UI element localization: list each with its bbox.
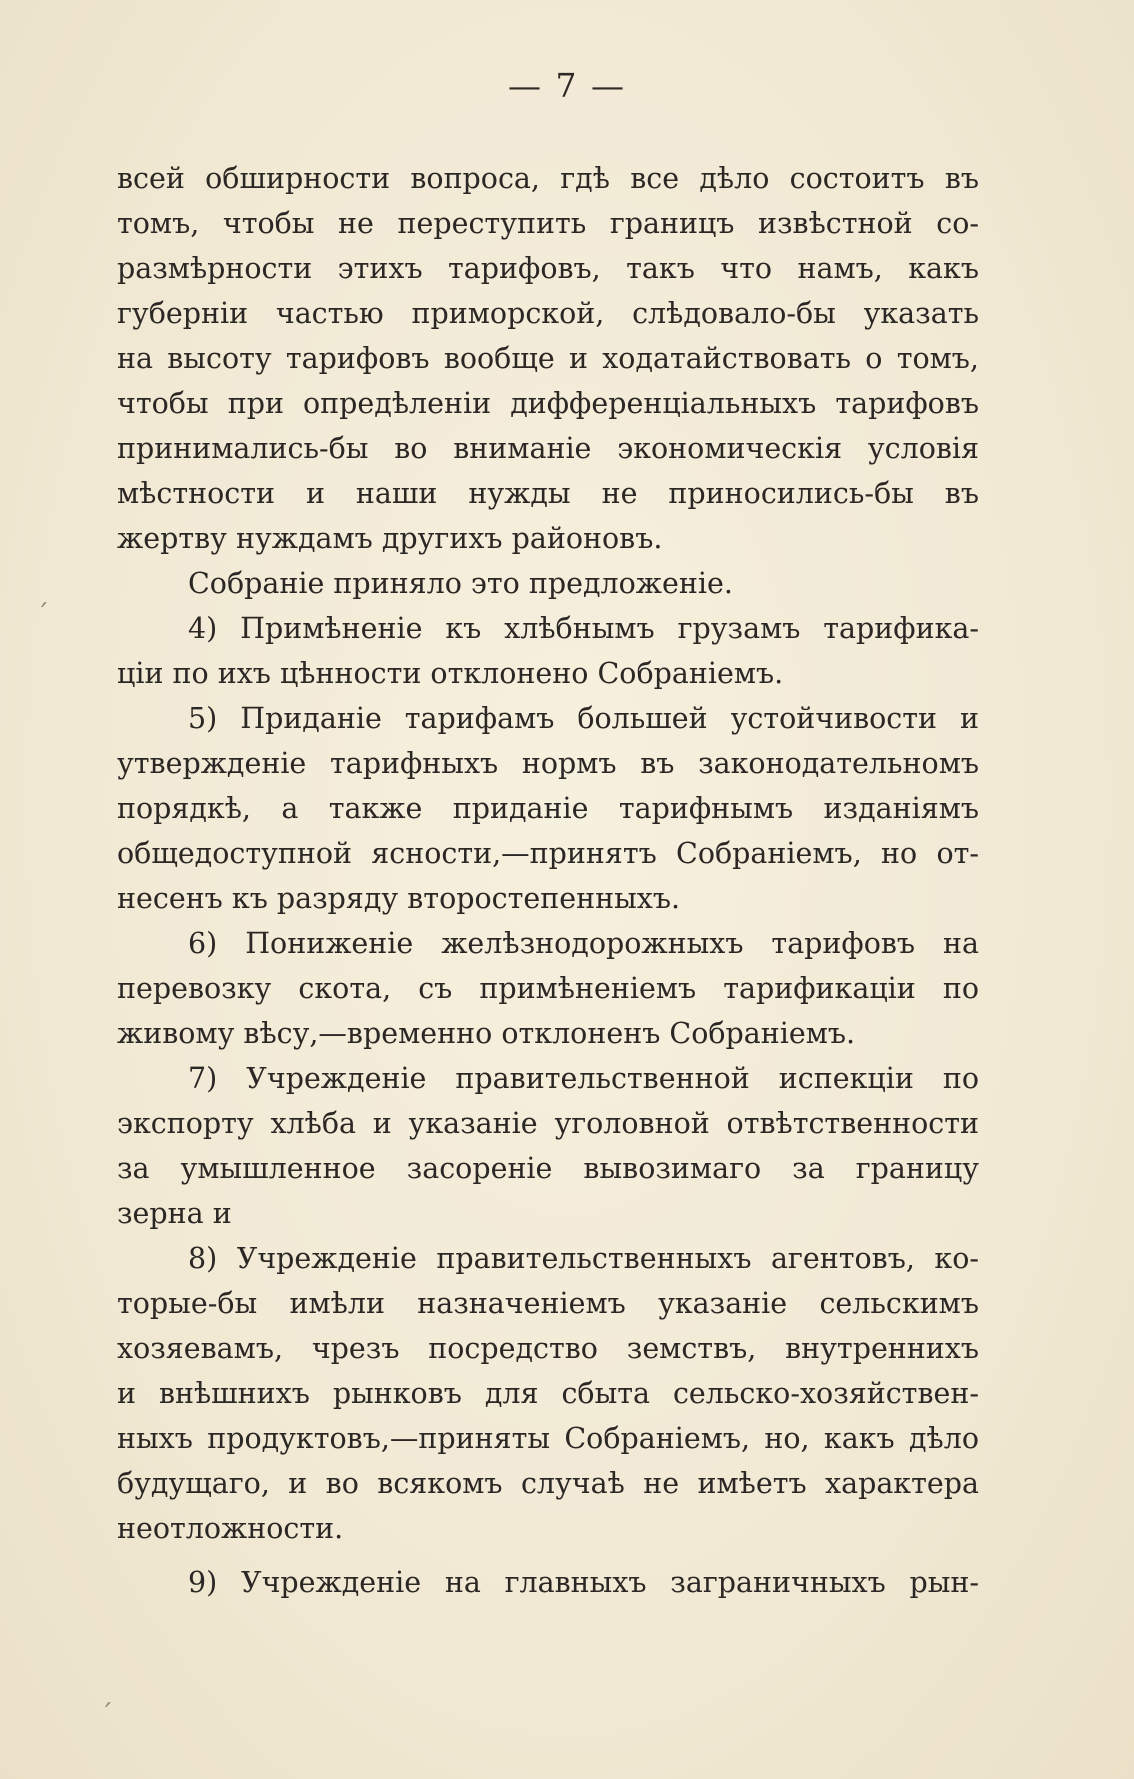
text-line: зерна и — [117, 1197, 232, 1230]
text-line: ціи по ихъ цѣнности отклонено Собраніемъ. — [117, 657, 784, 690]
text-line: ныхъ продуктовъ,—приняты Собраніемъ, но, какъ дѣло — [117, 1422, 979, 1455]
text-line: будущаго, и во всякомъ случаѣ не имѣетъ характера — [117, 1467, 979, 1500]
text-line: размѣрности этихъ тарифовъ, такъ что намъ, какъ — [117, 252, 979, 285]
paper-speck: ˊ — [100, 1700, 113, 1730]
text-line: 8) Учрежденіе правительственныхъ агентовъ, ко- — [188, 1242, 979, 1275]
text-line: общедоступной ясности,—принятъ Собраніемъ, но от- — [117, 837, 979, 870]
text-line: чтобы при опредѣленіи дифференціальныхъ тарифовъ — [117, 387, 979, 420]
text-line: томъ, чтобы не переступить границъ извѣстной со- — [117, 207, 979, 240]
text-line: экспорту хлѣба и указаніе уголовной отвѣтственности — [117, 1107, 979, 1140]
text-line: принимались-бы во вниманіе экономическія условія — [117, 432, 979, 465]
text-line: 5) Приданіе тарифамъ большей устойчивости и — [188, 702, 979, 735]
text-line: 6) Пониженіе желѣзнодорожныхъ тарифовъ на — [188, 927, 979, 960]
text-line: перевозку скота, съ примѣненіемъ тарификаціи по — [117, 972, 979, 1005]
text-line: за умышленное засореніе вывозимаго за границу — [117, 1152, 979, 1185]
text-line: неотложности. — [117, 1512, 344, 1545]
text-line: жертву нуждамъ другихъ районовъ. — [117, 522, 663, 555]
page-number: — 7 — — [508, 66, 626, 105]
paper-speck: ˊ — [36, 600, 49, 630]
text-line: и внѣшнихъ рынковъ для сбыта сельско-хозяйствен- — [117, 1377, 979, 1410]
text-line: 9) Учрежденіе на главныхъ заграничныхъ рын- — [188, 1566, 979, 1599]
text-line: губерніи частью приморской, слѣдовало-бы указать — [117, 297, 979, 330]
text-line: всей обширности вопроса, гдѣ все дѣло состоитъ въ — [117, 162, 979, 195]
text-line: несенъ къ разряду второстепенныхъ. — [117, 882, 681, 915]
text-line: утвержденіе тарифныхъ нормъ въ законодательномъ — [117, 747, 979, 780]
text-line: 4) Примѣненіе къ хлѣбнымъ грузамъ тарифика- — [188, 612, 979, 645]
text-line: на высоту тарифовъ вообще и ходатайствовать о томъ, — [117, 342, 979, 375]
body-text — [117, 156, 979, 1605]
paragraph-gap — [117, 1551, 979, 1560]
text-line: хозяевамъ, чрезъ посредство земствъ, внутреннихъ — [117, 1332, 979, 1365]
text-line: Собраніе приняло это предложеніе. — [188, 567, 733, 600]
text-line: живому вѣсу,—временно отклоненъ Собраніемъ. — [117, 1017, 856, 1050]
text-line: торые-бы имѣли назначеніемъ указаніе сельскимъ — [117, 1287, 979, 1320]
text-line: порядкѣ, а также приданіе тарифнымъ изданіямъ — [117, 792, 979, 825]
text-line: мѣстности и наши нужды не приносились-бы въ — [117, 477, 979, 510]
text-line: 7) Учрежденіе правительственной испекціи по — [188, 1062, 979, 1095]
